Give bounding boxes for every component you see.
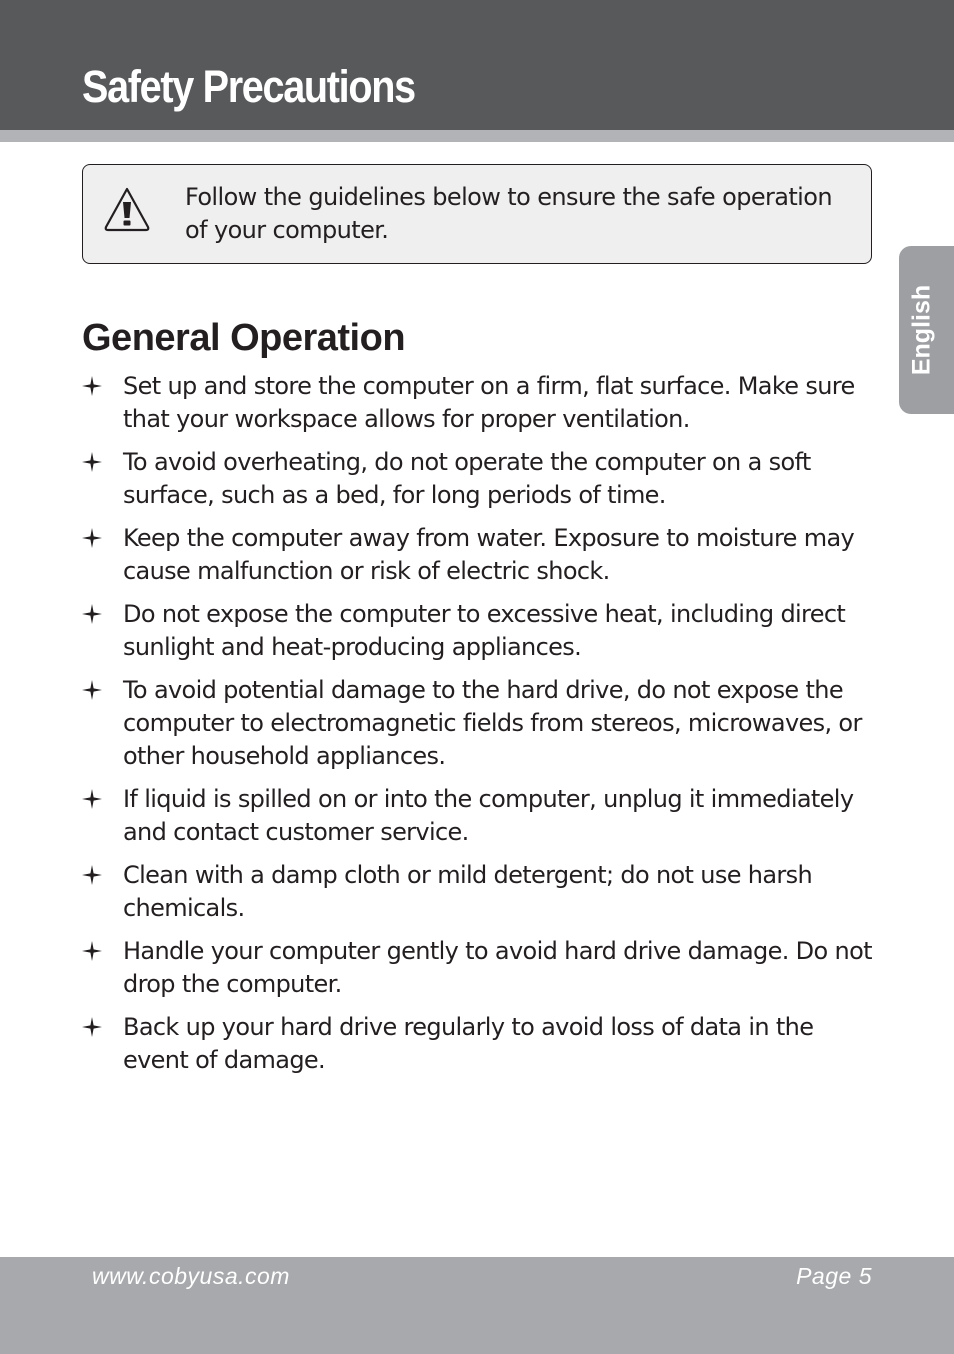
four-point-star-icon xyxy=(82,1017,102,1037)
list-item xyxy=(82,1011,872,1077)
four-point-star-icon xyxy=(82,865,102,885)
four-point-star-icon xyxy=(82,789,102,809)
four-point-star-icon xyxy=(82,604,102,624)
four-point-star-icon xyxy=(82,941,102,961)
list-item xyxy=(82,935,872,1001)
list-item-text: Do not expose the computer to excessive heat, including direct sunlight and heat-producing appliances. xyxy=(123,600,846,661)
list-item-text: To avoid overheating, do not operate the computer on a soft surface, such as a bed, for long periods of time. xyxy=(123,448,811,509)
footer-url-link[interactable]: www.cobyusa.com xyxy=(92,1263,290,1289)
four-point-star-icon xyxy=(82,452,102,472)
warning-triangle-icon xyxy=(103,185,151,233)
list-item-text: If liquid is spilled on or into the computer, unplug it immediately and contact customer service. xyxy=(123,785,854,846)
list-item xyxy=(82,446,872,512)
four-point-star-icon xyxy=(82,528,102,548)
precautions-list xyxy=(82,370,872,1087)
list-item xyxy=(82,859,872,925)
list-item-text: Keep the computer away from water. Exposure to moisture may cause malfunction or risk of electric shock. xyxy=(123,524,855,585)
safety-notice-box xyxy=(82,164,872,264)
list-item-text: Back up your hard drive regularly to avoid loss of data in the event of damage. xyxy=(123,1013,814,1074)
list-item-text: Clean with a damp cloth or mild detergent; do not use harsh chemicals. xyxy=(123,861,813,922)
language-tab-label: English xyxy=(907,284,936,376)
list-item xyxy=(82,783,872,849)
page-number: Page 5 xyxy=(796,1263,872,1289)
list-item-text: To avoid potential damage to the hard drive, do not expose the computer to electromagnetic fields from stereos, microwaves, or other household appliances. xyxy=(123,676,862,770)
list-item xyxy=(82,598,872,664)
page-title: Safety Precautions xyxy=(82,61,415,112)
four-point-star-icon xyxy=(82,376,102,396)
list-item xyxy=(82,522,872,588)
four-point-star-icon xyxy=(82,680,102,700)
notice-text: Follow the guidelines below to ensure the safe operation of your computer. xyxy=(185,183,832,244)
header-divider xyxy=(0,130,954,142)
section-heading: General Operation xyxy=(82,317,406,359)
list-item-text: Set up and store the computer on a firm, flat surface. Make sure that your workspace allows for proper ventilation. xyxy=(123,372,855,433)
list-item xyxy=(82,370,872,436)
list-item-text: Handle your computer gently to avoid hard drive damage. Do not drop the computer. xyxy=(123,937,872,998)
list-item xyxy=(82,674,872,773)
